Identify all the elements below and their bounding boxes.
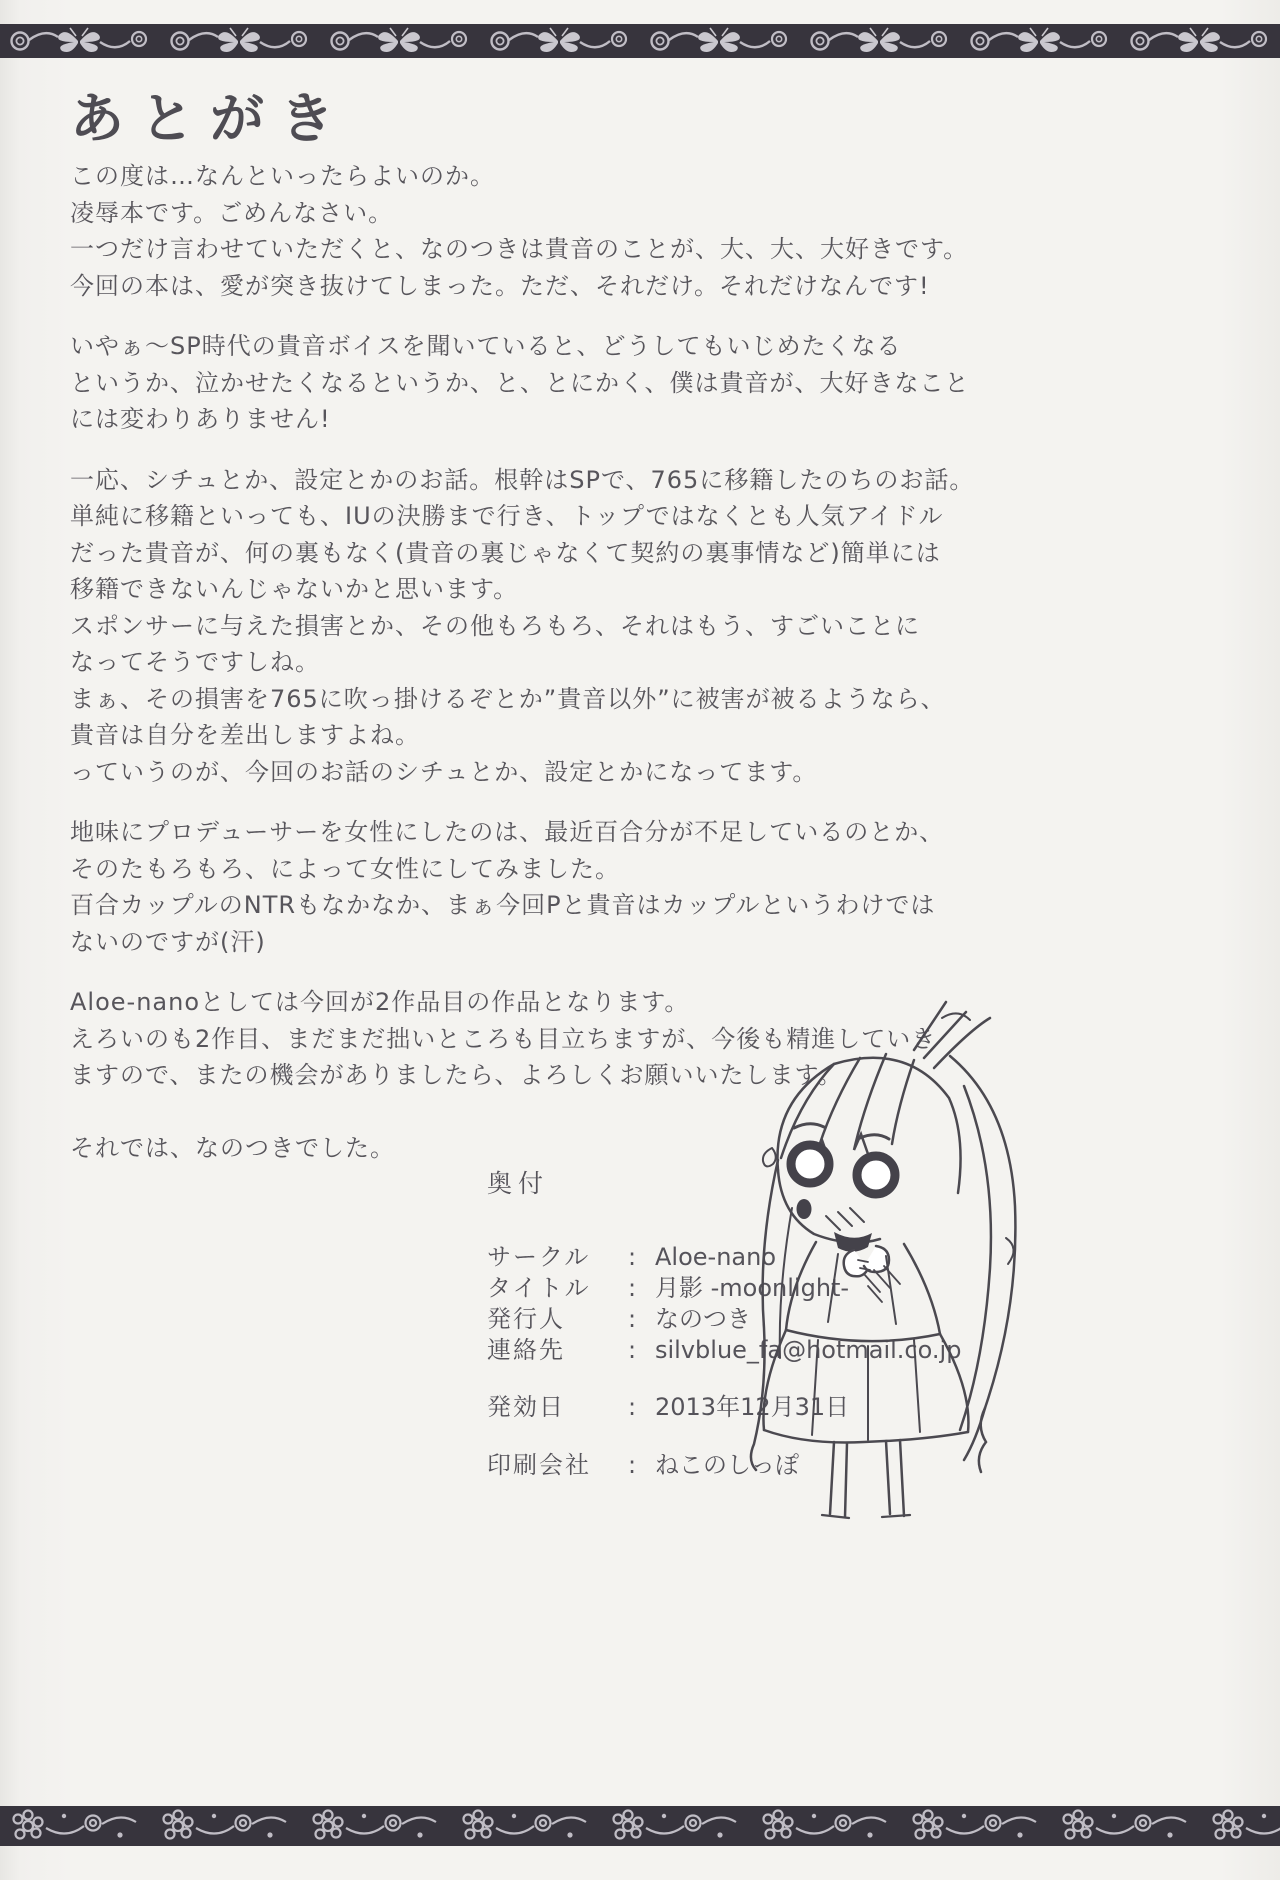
paragraph <box>70 328 1070 438</box>
bottom-ornamental-border <box>0 1806 1280 1846</box>
text-line: 単純に移籍といっても、IUの決勝まで行き、トップではなくとも人気アイドル <box>70 502 944 530</box>
colophon-value: 2013年12月31日 <box>655 1393 850 1421</box>
colophon-separator: : <box>627 1305 637 1333</box>
paragraph <box>70 158 1070 304</box>
paragraph <box>70 462 1070 791</box>
text-line: というか、泣かせたくなるというか、と、とにかく、僕は貴音が、大好きなこと <box>70 368 970 397</box>
text-line: Aloe-nanoとしては今回が2作品目の作品となります。 <box>70 988 690 1016</box>
ornamental-flower-scroll-band-icon <box>0 1806 1280 1846</box>
text-line: それでは、なのつきでした。 <box>70 1133 395 1162</box>
colophon-value: なのつき <box>655 1305 751 1333</box>
text-line: には変わりありません! <box>70 405 331 433</box>
text-line: ないのですが(汗) <box>70 927 266 956</box>
chibi-girl-sketch-icon <box>718 988 1063 1543</box>
text-line: えろいのも2作目、まだまだ拙いところも目立ちますが、今後も精進していき <box>70 1024 937 1053</box>
page-title: あとがき <box>70 87 350 150</box>
text-line: 凌辱本です。ごめんなさい。 <box>70 198 394 227</box>
text-line: いやぁ〜SP時代の貴音ボイスを聞いていると、どうしてもいじめたくなる <box>70 332 902 360</box>
text-line: 今回の本は、愛が突き抜けてしまった。ただ、それだけ。それだけなんです! <box>70 271 930 300</box>
colophon-label: タイトル <box>487 1274 591 1302</box>
colophon-value: ねこのしっぽ <box>655 1451 799 1479</box>
colophon-label: 発効日 <box>487 1393 565 1421</box>
text-line: この度は…なんといったらよいのか。 <box>70 162 495 190</box>
text-line: まぁ、その損害を765に吹っ掛けるぞとか”貴音以外”に被害が被るようなら、 <box>70 684 946 713</box>
text-line: だった貴音が、何の裏もなく(貴音の裏じゃなくて契約の裏事情など)簡単には <box>70 538 941 567</box>
colophon-separator: : <box>627 1336 637 1364</box>
text-line: ますので、またの機会がありましたら、よろしくお願いいたします。 <box>70 1061 843 1089</box>
text-line: 地味にプロデューサーを女性にしたのは、最近百合分が不足しているのとか、 <box>70 818 945 846</box>
colophon-label: サークル <box>487 1243 591 1271</box>
text-line: 貴音は自分を差出しますよね。 <box>70 721 420 749</box>
chibi-character-illustration <box>718 988 1063 1543</box>
text-line: 移籍できないんじゃないかと思います。 <box>70 575 519 603</box>
text-line: スポンサーに与えた損害とか、その他もろもろ、それはもう、すごいことに <box>70 611 920 640</box>
text-line: 百合カップルのNTRもなかなか、まぁ今回Pと貴音はカップルというわけでは <box>70 891 936 919</box>
text-line: 一応、シチュとか、設定とかのお話。根幹はSPで、765に移籍したのちのお話。 <box>70 465 975 494</box>
colophon-separator: : <box>627 1274 637 1302</box>
text-line: 一つだけ言わせていただくと、なのつきは貴音のことが、大、大、大好きです。 <box>70 235 969 263</box>
text-line: なってそうですしね。 <box>70 648 320 676</box>
colophon-separator: : <box>627 1393 637 1421</box>
colophon-value: Aloe-nano <box>655 1243 777 1271</box>
colophon-heading: 奥付 <box>487 1169 550 1198</box>
colophon-value: silvblue_fa@hotmail.co.jp <box>655 1336 962 1364</box>
text-line: っていうのが、今回のお話のシチュとか、設定とかになってます。 <box>70 757 818 786</box>
top-ornamental-border <box>0 24 1280 58</box>
colophon-label: 発行人 <box>487 1305 565 1333</box>
colophon-separator: : <box>627 1243 637 1271</box>
colophon-label: 印刷会社 <box>487 1451 591 1479</box>
colophon-separator: : <box>627 1451 637 1479</box>
ornamental-scroll-butterfly-band-icon <box>0 24 1280 58</box>
paragraph <box>70 814 1070 960</box>
text-line: そのたもろもろ、によって女性にしてみました。 <box>70 854 620 883</box>
colophon-label: 連絡先 <box>487 1336 565 1364</box>
colophon-value: 月影 -moonlight- <box>655 1274 850 1302</box>
